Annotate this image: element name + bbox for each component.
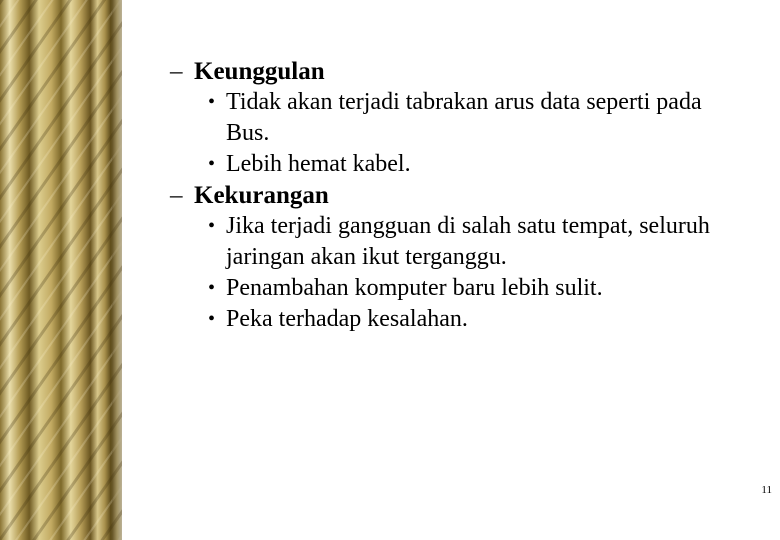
bullet-icon: • (208, 277, 216, 299)
bullet-list (170, 211, 750, 335)
dash-marker: – (170, 58, 183, 85)
decorative-gold-border (0, 0, 140, 540)
bullet-text: Jika terjadi gangguan di salah satu tempat, seluruh jaringan akan ikut terganggu. (226, 213, 710, 270)
section-heading (170, 180, 750, 211)
heading-text: Kekurangan (194, 182, 329, 209)
bullet-item (170, 211, 750, 273)
bullet-item (170, 273, 750, 304)
bullet-text: Lebih hemat kabel. (226, 151, 411, 177)
section-keunggulan (170, 56, 750, 180)
bullet-list (170, 87, 750, 180)
bullet-text: Peka terhadap kesalahan. (226, 306, 468, 332)
slide-content (170, 56, 750, 335)
bullet-icon: • (208, 215, 216, 237)
bullet-text: Penambahan komputer baru lebih sulit. (226, 275, 603, 301)
bullet-icon: • (208, 91, 216, 113)
bullet-item (170, 304, 750, 335)
page-number: 11 (761, 484, 772, 496)
bullet-icon: • (208, 308, 216, 330)
bullet-icon: • (208, 153, 216, 175)
heading-text: Keunggulan (194, 58, 325, 85)
bullet-text: Tidak akan terjadi tabrakan arus data seperti pada Bus. (226, 89, 702, 146)
bullet-item (170, 87, 750, 149)
section-kekurangan (170, 180, 750, 335)
section-heading (170, 56, 750, 87)
bullet-item (170, 149, 750, 180)
dash-marker: – (170, 182, 183, 209)
